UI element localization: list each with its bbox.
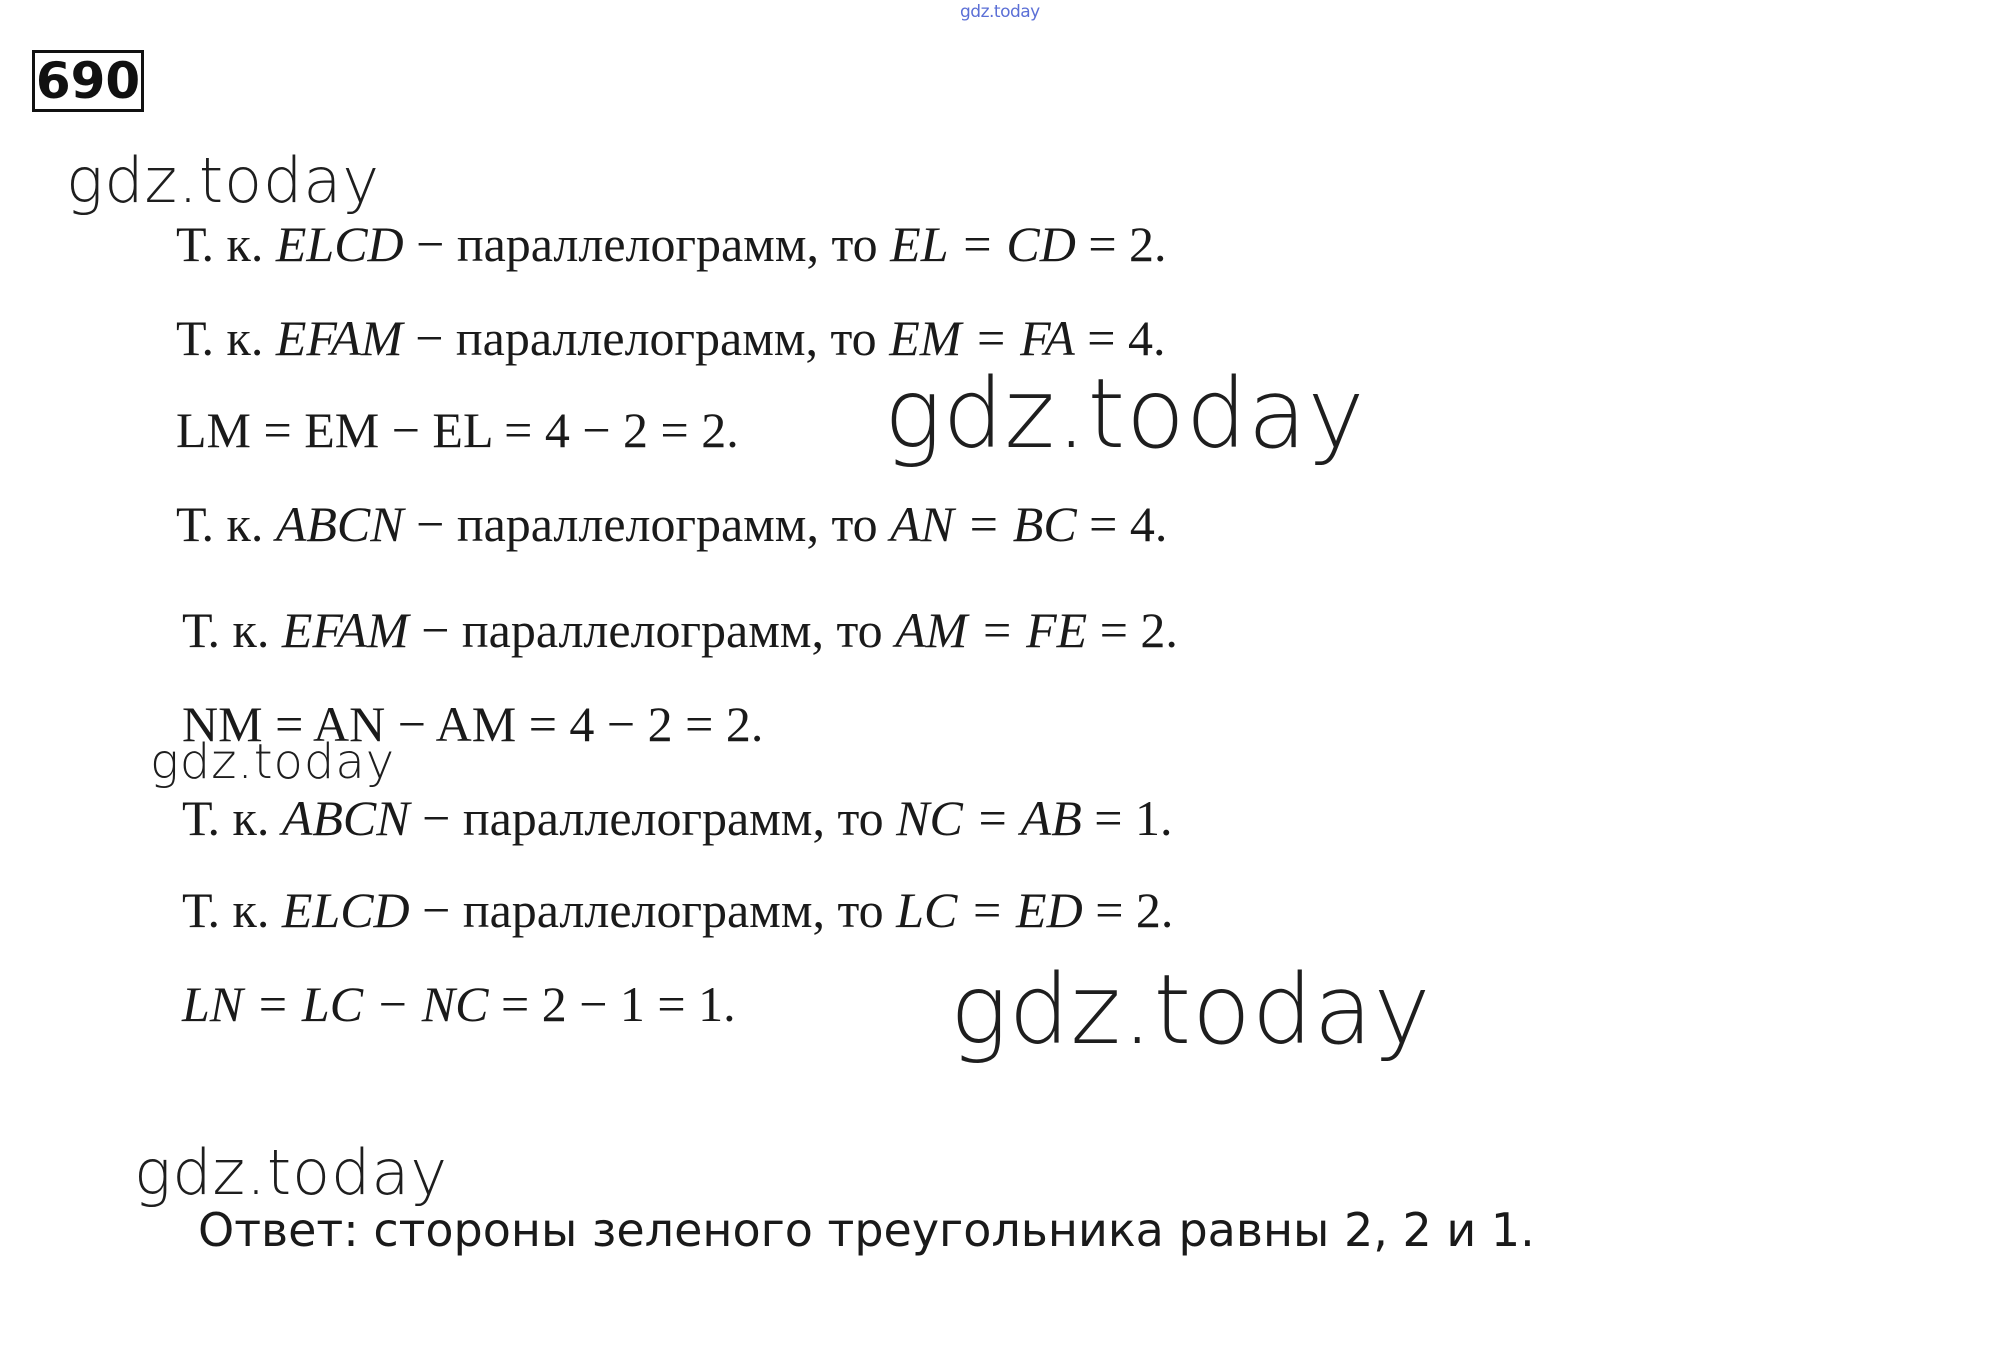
problem-number: 690: [32, 50, 144, 112]
solution-line-2: Т. к. EFAM − параллелограмм, то EM = FA = 4.: [176, 310, 1166, 366]
watermark: gdz.today: [950, 954, 1432, 1066]
answer-line: Ответ: стороны зеленого треугольника равны 2, 2 и 1.: [198, 1203, 1535, 1257]
solution-line-3: LM = EM − EL = 4 − 2 = 2.: [176, 402, 739, 458]
watermark: gdz.today: [150, 734, 396, 790]
solution-line-5: Т. к. EFAM − параллелограмм, то AM = FE = 2.: [182, 602, 1178, 658]
solution-line-9: LN = LC − NC = 2 − 1 = 1.: [182, 976, 736, 1032]
watermark: gdz.today: [66, 144, 381, 217]
solution-line-4: Т. к. ABCN − параллелограмм, то AN = BC = 4.: [176, 496, 1168, 552]
site-tag: gdz.today: [960, 2, 1040, 22]
solution-line-1: Т. к. ELCD − параллелограмм, то EL = CD = 2.: [176, 216, 1167, 272]
solution-line-8: Т. к. ELCD − параллелограмм, то LC = ED = 2.: [182, 882, 1174, 938]
solution-line-7: Т. к. ABCN − параллелограмм, то NC = AB = 1.: [182, 790, 1173, 846]
watermark: gdz.today: [134, 1136, 449, 1209]
solution-line-6: NM = AN − AM = 4 − 2 = 2.: [182, 696, 764, 752]
watermark: gdz.today: [884, 358, 1366, 470]
